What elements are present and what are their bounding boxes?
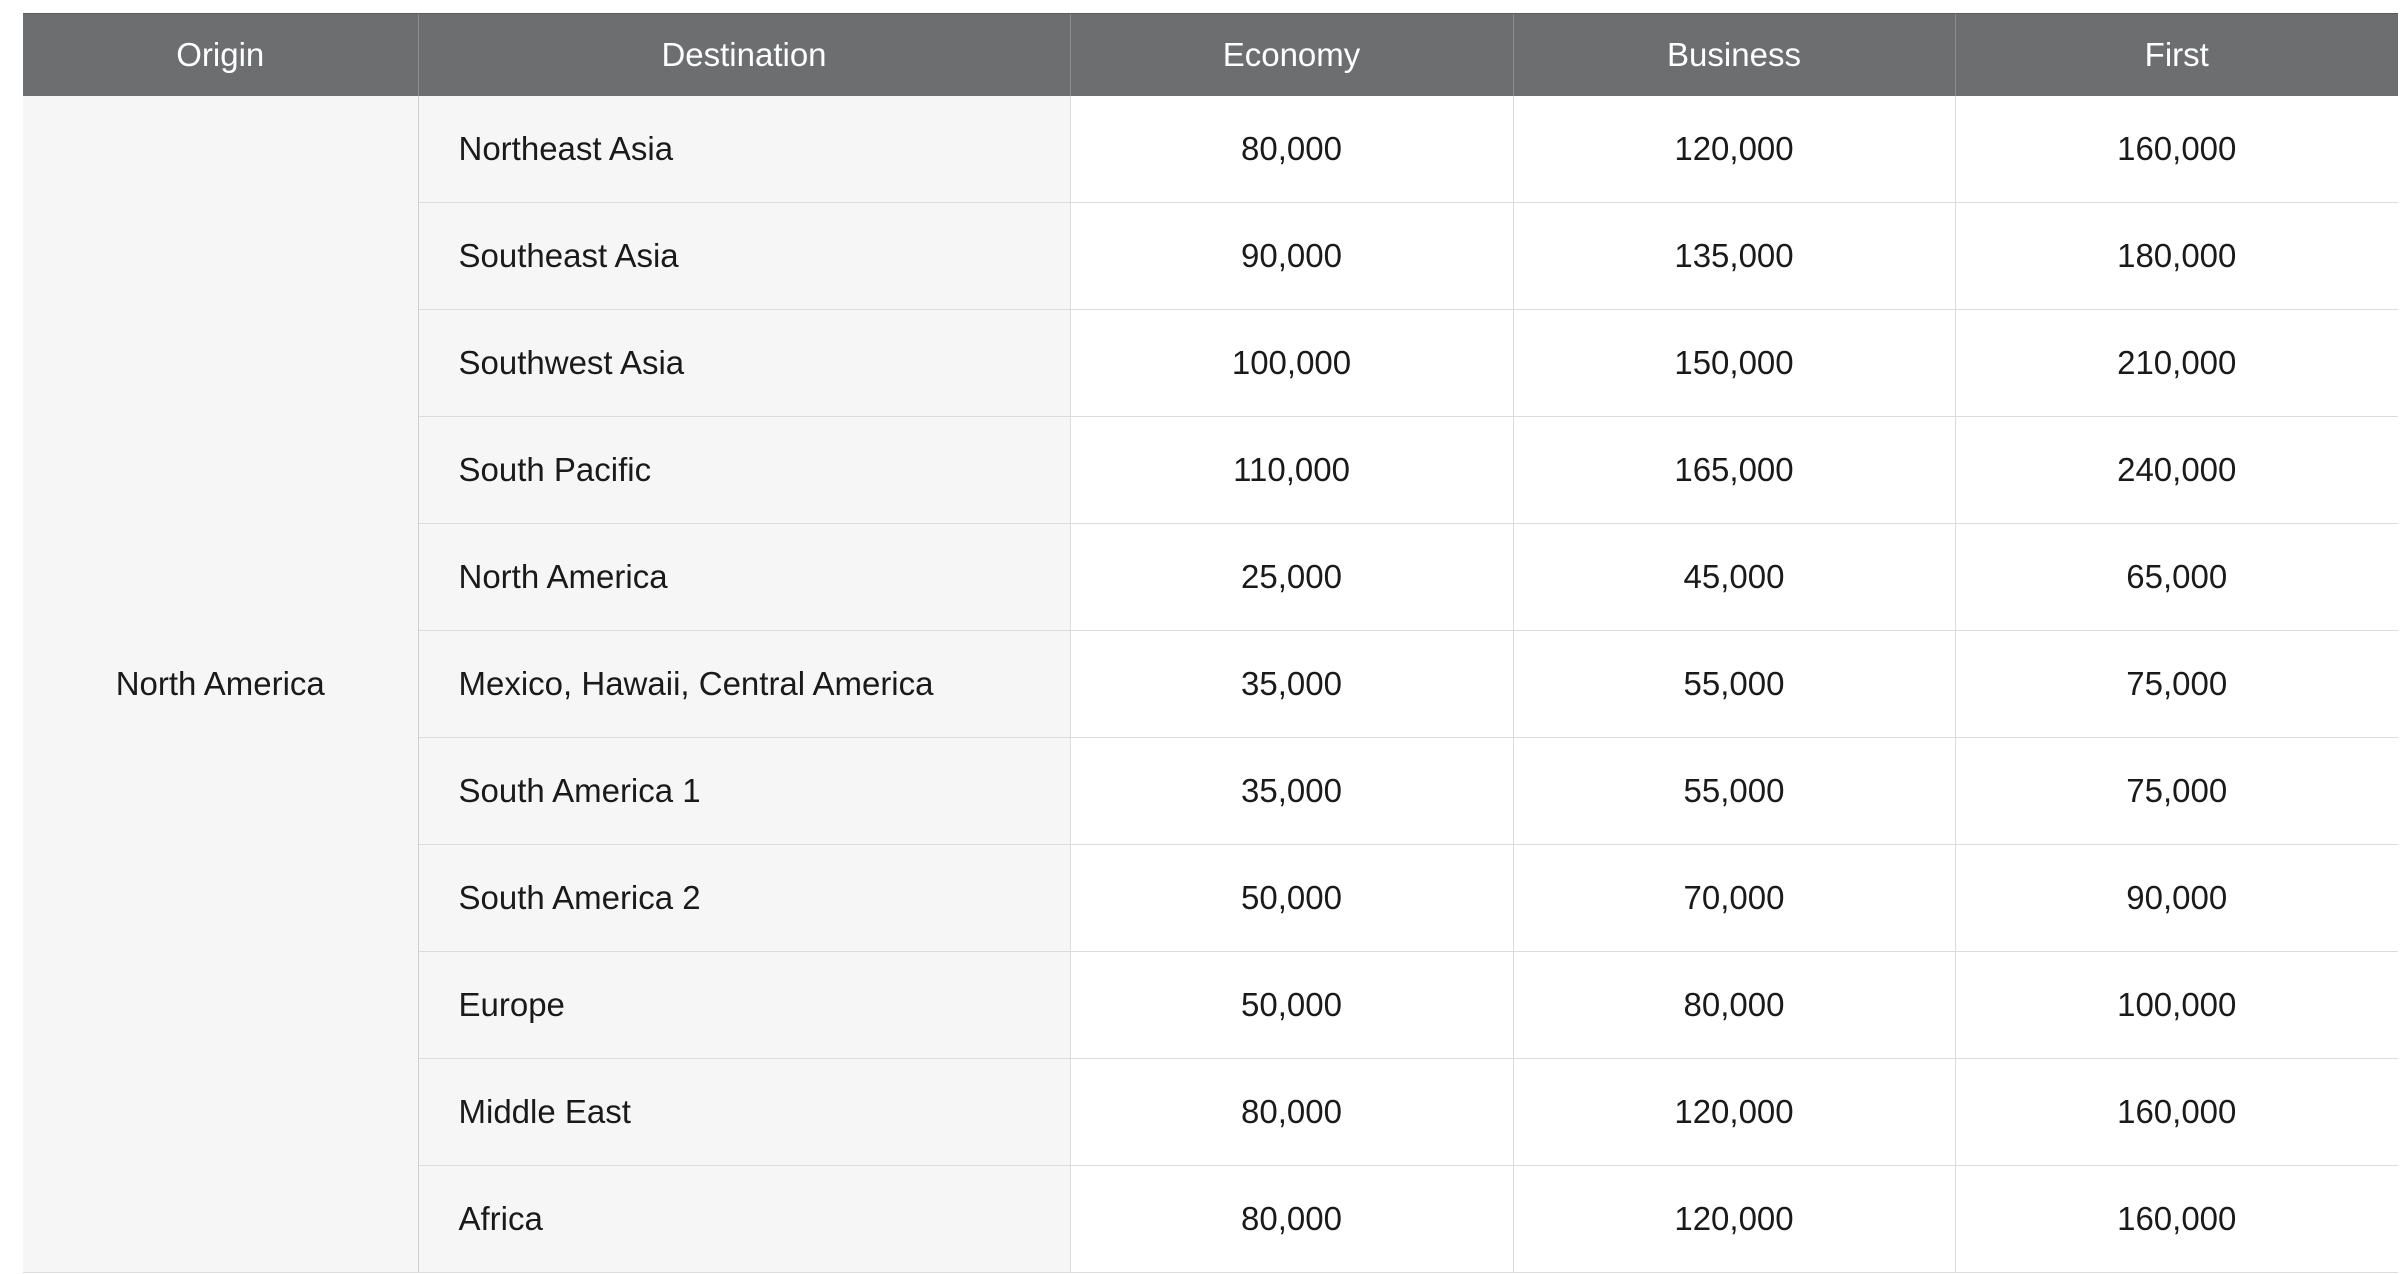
- first-cell: 240,000: [1955, 417, 2398, 524]
- header-destination: Destination: [418, 14, 1070, 97]
- destination-cell: Europe: [418, 952, 1070, 1059]
- economy-cell: 35,000: [1070, 631, 1513, 738]
- first-cell: 90,000: [1955, 845, 2398, 952]
- economy-cell: 80,000: [1070, 1059, 1513, 1166]
- table-row: [23, 96, 2398, 203]
- first-cell: 100,000: [1955, 952, 2398, 1059]
- first-cell: 65,000: [1955, 524, 2398, 631]
- first-cell: 160,000: [1955, 1059, 2398, 1166]
- economy-cell: 50,000: [1070, 952, 1513, 1059]
- destination-cell: South America 2: [418, 845, 1070, 952]
- business-cell: 120,000: [1513, 96, 1955, 203]
- first-cell: 75,000: [1955, 738, 2398, 845]
- destination-cell: Northeast Asia: [418, 96, 1070, 203]
- destination-cell: Southeast Asia: [418, 203, 1070, 310]
- header-first: First: [1955, 14, 2398, 97]
- destination-cell: South Pacific: [418, 417, 1070, 524]
- business-cell: 150,000: [1513, 310, 1955, 417]
- destination-cell: South America 1: [418, 738, 1070, 845]
- business-cell: 70,000: [1513, 845, 1955, 952]
- business-cell: 120,000: [1513, 1166, 1955, 1273]
- economy-cell: 80,000: [1070, 1166, 1513, 1273]
- destination-cell: Middle East: [418, 1059, 1070, 1166]
- destination-cell: Mexico, Hawaii, Central America: [418, 631, 1070, 738]
- table-body: [23, 96, 2398, 1273]
- first-cell: 160,000: [1955, 1166, 2398, 1273]
- economy-cell: 50,000: [1070, 845, 1513, 952]
- economy-cell: 80,000: [1070, 96, 1513, 203]
- table-header: [23, 14, 2398, 97]
- award-chart-table: [23, 13, 2398, 1273]
- economy-cell: 110,000: [1070, 417, 1513, 524]
- economy-cell: 25,000: [1070, 524, 1513, 631]
- economy-cell: 100,000: [1070, 310, 1513, 417]
- business-cell: 165,000: [1513, 417, 1955, 524]
- economy-cell: 35,000: [1070, 738, 1513, 845]
- first-cell: 160,000: [1955, 96, 2398, 203]
- destination-cell: Africa: [418, 1166, 1070, 1273]
- business-cell: 55,000: [1513, 631, 1955, 738]
- first-cell: 75,000: [1955, 631, 2398, 738]
- award-chart-container: [23, 13, 2398, 1273]
- business-cell: 135,000: [1513, 203, 1955, 310]
- origin-cell: North America: [23, 96, 418, 1273]
- header-business: Business: [1513, 14, 1955, 97]
- business-cell: 55,000: [1513, 738, 1955, 845]
- business-cell: 120,000: [1513, 1059, 1955, 1166]
- business-cell: 80,000: [1513, 952, 1955, 1059]
- header-origin: Origin: [23, 14, 418, 97]
- business-cell: 45,000: [1513, 524, 1955, 631]
- first-cell: 210,000: [1955, 310, 2398, 417]
- destination-cell: North America: [418, 524, 1070, 631]
- header-row: [23, 14, 2398, 97]
- destination-cell: Southwest Asia: [418, 310, 1070, 417]
- first-cell: 180,000: [1955, 203, 2398, 310]
- economy-cell: 90,000: [1070, 203, 1513, 310]
- header-economy: Economy: [1070, 14, 1513, 97]
